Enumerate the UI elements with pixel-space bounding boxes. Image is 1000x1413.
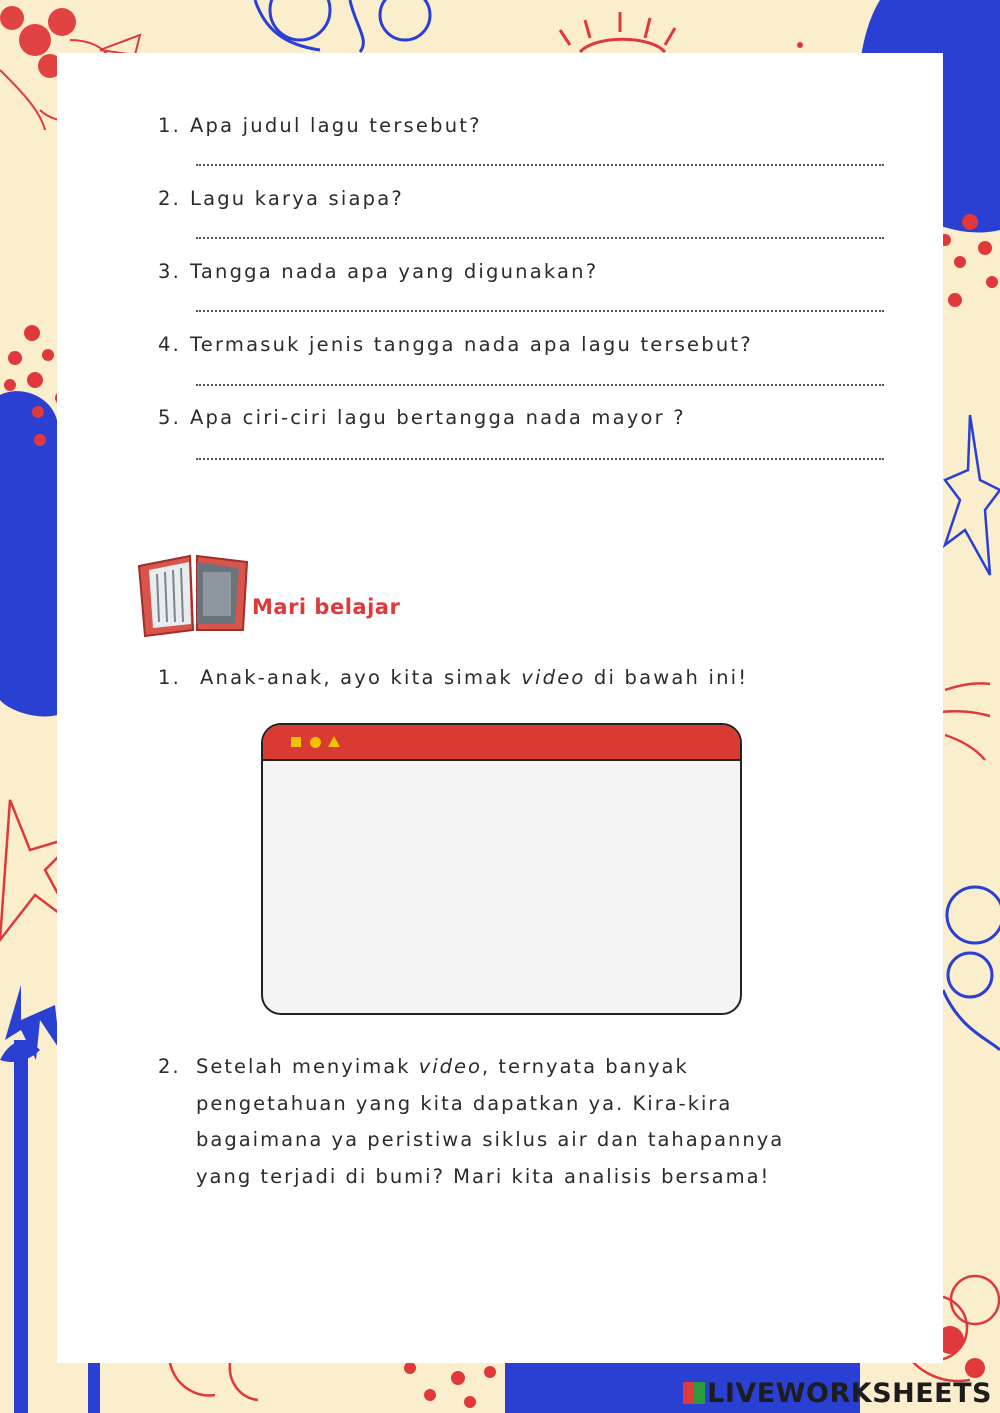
question-4 — [158, 333, 753, 356]
instruction-number: 2. — [158, 1055, 181, 1078]
triangle-icon — [328, 736, 340, 747]
video-player[interactable] — [261, 723, 742, 1015]
question-text: Apa judul lagu tersebut? — [190, 114, 482, 137]
watermark — [683, 1378, 992, 1409]
answer-line-2[interactable] — [196, 237, 884, 239]
instruction-number: 1. — [158, 666, 182, 689]
question-number: 5. — [158, 406, 182, 429]
book-icon — [135, 548, 255, 638]
question-number: 2. — [158, 187, 182, 210]
instruction-italic-word: video — [521, 666, 586, 689]
answer-line-5[interactable] — [196, 458, 884, 460]
question-5 — [158, 406, 686, 429]
instruction-text-part: , ternyata banyak pengetahuan yang kita dapatkan ya. Kira-kira bagaimana ya peristiwa siklus air dan tahapannya yang terjadi di bumi? Mari kita analisis bersama! — [196, 1055, 785, 1188]
question-number: 3. — [158, 260, 182, 283]
question-text: Termasuk jenis tangga nada apa lagu tersebut? — [190, 333, 753, 356]
question-1 — [158, 114, 482, 137]
question-text: Tangga nada apa yang digunakan? — [190, 260, 599, 283]
watermark-text: LIVEWORKSHEETS — [707, 1378, 992, 1409]
instruction-text-part: Anak-anak, ayo kita simak — [200, 666, 522, 689]
question-2 — [158, 187, 404, 210]
square-icon — [291, 737, 301, 747]
answer-line-1[interactable] — [196, 164, 884, 166]
circle-icon — [310, 737, 321, 748]
question-3 — [158, 260, 598, 283]
instruction-body — [196, 1049, 846, 1195]
instruction-text-part: Setelah menyimak — [196, 1055, 419, 1078]
question-number: 4. — [158, 333, 182, 356]
instruction-1 — [158, 666, 748, 689]
video-window-bar — [263, 725, 740, 761]
instruction-text-part: di bawah ini! — [585, 666, 749, 689]
question-text: Apa ciri-ciri lagu bertangga nada mayor ? — [190, 406, 686, 429]
instruction-2 — [158, 1049, 846, 1195]
answer-line-4[interactable] — [196, 384, 884, 386]
answer-line-3[interactable] — [196, 310, 884, 312]
section-title: Mari belajar — [252, 595, 401, 619]
question-number: 1. — [158, 114, 182, 137]
instruction-italic-word: video — [418, 1055, 482, 1078]
liveworksheets-logo-icon — [683, 1382, 705, 1404]
question-text: Lagu karya siapa? — [190, 187, 404, 210]
